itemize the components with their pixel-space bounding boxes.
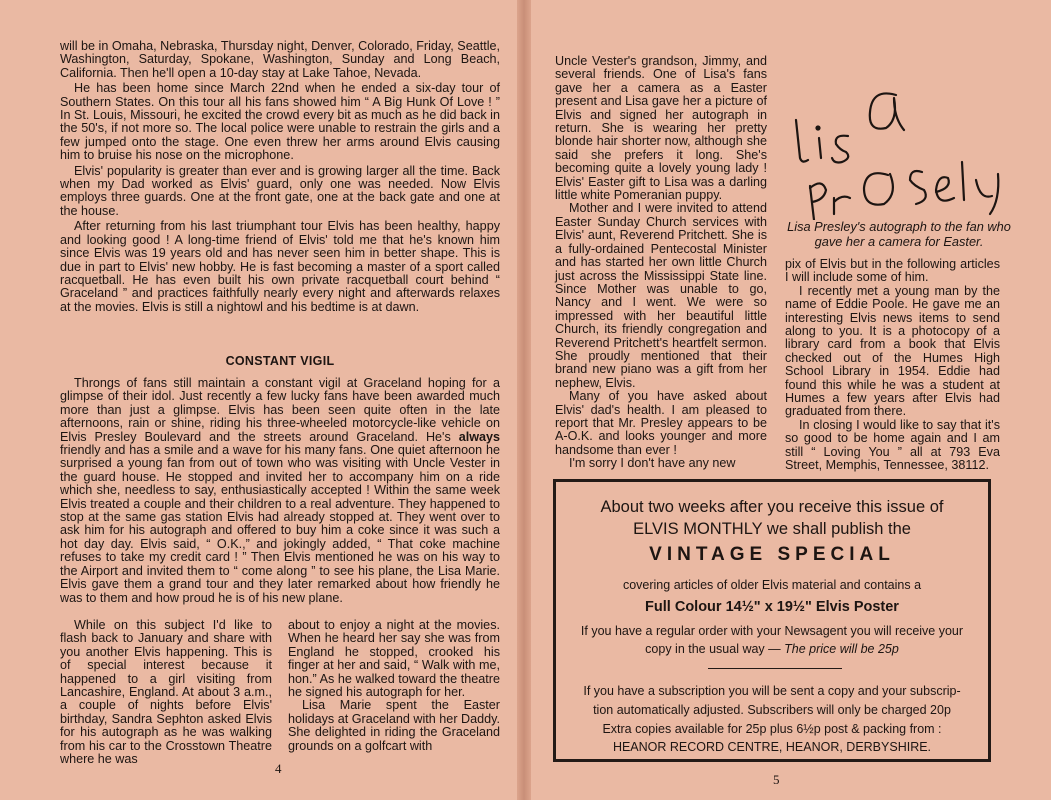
ad-line-8: Extra copies available for 25p plus 6½p post & packing from : xyxy=(602,722,942,736)
signature-caption: Lisa Presley's autograph to the fan who gave her a camera for Easter. xyxy=(787,219,1011,249)
popularity-paragraph: Elvis' popularity is greater than ever and is growing larger all the time. Back when my Dad worked as Elvis' guard, only one was needed. Now Elvis employs three guards. One at the front gate, one at the back gate and one at the house. xyxy=(60,163,500,218)
page-number-left: 4 xyxy=(275,761,282,776)
vigil-emphasis: always xyxy=(458,429,501,444)
vintage-special-advert xyxy=(553,479,991,762)
closing-column-1: I'm sorry I don't have any new xyxy=(569,456,736,471)
ad-line-6: If you have a subscription you will be sent a copy and your subscrip- xyxy=(583,684,961,698)
sephton-paragraph: While on this subject I'd like to flash back to January and share with you another Elvis happening. This is of special interest because it happened to a girl visiting from Lancashire, England. At about 3 a.m., a couple of nights before Elvis' birthday, Sandra Sephton asked Elvis for his autograph as he was walking from his car to the Crosstown Theatre where he was xyxy=(60,618,272,767)
lisa-paragraph: Uncle Vester's grandson, Jimmy, and several friends. One of Lisa's fans gave her a camera as a Easter present and Lisa gave her a picture of Elvis and signed her autograph in return. She is wearing her pretty blonde hair shorter now, although she said she prefers it long. She's becoming quite a lovely young lady ! Elvis' Easter gift to Lisa was a darling little white Pomeranian puppy. xyxy=(555,54,767,203)
ad-line-5 xyxy=(556,642,988,656)
vigil-text-end: friendly and has a smile and a wave for his many fans. One quiet afternoon he surprised a young fan from out of town who was visiting with Uncle Vester in the guard house. He stopped and invited her to accompany him on a ride which she, needless to say, enthusiastically accepted ! Within the same week Elvis treated a couple and their children to a real adventure. They happened to stop at the same gas station Elvis had already stopped at. They went over to ask him for his autograph and offered to buy him a coke since it was such a hot day day. Elvis said, “ O.K.,” and jokingly added, “ That coke machine refuses to take my credit card ! ” Then Elvis mentioned he was on his way to the Airport and invited them to “ come along ” to see his plane, the Lisa Marie. Elvis gave them a grand tour and they later remarked about how friendly he was to them and how proud he is of his new plane. xyxy=(60,443,500,605)
vigil-paragraph xyxy=(60,377,500,605)
health-update-paragraph: Many of you have asked about Elvis' dad's health. I am pleased to report that Mr. Presley appears to be A-O.K. and looks younger and more handsome than ever ! xyxy=(555,389,767,457)
page-number-right: 5 xyxy=(773,772,780,787)
movies-paragraph: about to enjoy a night at the movies. When he heard her say she was from England he stopped, crooked his finger at her and said, “ Walk with me, hon.” As he walked toward the theatre he signed his autograph for her. xyxy=(288,618,500,700)
left-column-2 xyxy=(288,619,500,753)
intro-paragraph: will be in Omaha, Nebraska, Thursday night, Denver, Colorado, Friday, Seattle, Washington, Saturday, Spokane, Washington, Sunday and Long Beach, California. Then he'll open a 10-day stay at Lake Tahoe, Nevada. xyxy=(60,39,500,80)
ad-line-1: About two weeks after you receive this issue of xyxy=(600,498,944,516)
vigil-text xyxy=(60,377,500,605)
ad-line-4: If you have a regular order with your Newsagent you will receive your xyxy=(580,624,964,638)
ad-title: VINTAGE SPECIAL xyxy=(649,544,895,565)
easter-paragraph: Lisa Marie spent the Easter holidays at Graceland with her Daddy. She delighted in riding the Graceland grounds on a golfcart with xyxy=(288,698,500,753)
ad-price: The price will be 25p xyxy=(784,642,899,656)
right-column-2 xyxy=(785,258,1000,473)
ad-line-5-text: copy in the usual way — xyxy=(645,642,781,656)
article-top-text xyxy=(60,40,500,314)
eddie-poole-paragraph: I recently met a young man by the name of Eddie Poole. He gave me an interesting Elvis news items to send along to you. It is a photocopy of a library card from a book that Elvis checked out of the Humes High School Library in 1954. Eddie had found this while he was a student at Humes a few years after Elvis had graduated from there. xyxy=(785,283,1000,419)
vigil-text-start: Throngs of fans still maintain a constant vigil at Graceland hoping for a glimpse of their idol. Just recently a few lucky fans have been awarded much more than just a glimpse. Elvis has been seen quite often in the late afternoons, rain or shine, riding his three-wheeled motorcycle-like vehicle on Elvis Presley Boulevard and the streets around Graceland. He's xyxy=(60,376,500,444)
church-paragraph: Mother and I were invited to attend Easter Sunday Church services with Elvis' aunt, Reverend Pritchett. She is a fully-ordained Pentecostal Minister and has started her own little Church just across the Mississippi State line. Since Mother was unable to go, Nancy and I went. We were so impressed with her beautiful little Church, its friendly congregation and Reverend Pritchett's heartfelt sermon. She proudly mentioned that their brand new piano was a gift from her nephew, Elvis. xyxy=(555,201,767,390)
right-column-1 xyxy=(555,55,767,471)
pix-paragraph: pix of Elvis but in the following articles I will include some of him. xyxy=(785,257,1000,285)
ad-poster: Full Colour 14½" x 19½" Elvis Poster xyxy=(645,599,899,615)
lisa-presley-signature xyxy=(776,50,1016,220)
section-heading: CONSTANT VIGIL xyxy=(225,354,335,368)
left-page xyxy=(0,0,517,800)
tour-paragraph: He has been home since March 22nd when he ended a six-day tour of Southern States. On this tour all his fans showed him “ A Big Hunk Of Love ! ” In St. Louis, Missouri, he excited the crowd every bit as much as he did back in the 50's, if not more so. The local police were unable to restrain the girls and a few jumped onto the stage. One even threw her arms around Elvis causing him to bruise his nose on the microphone. xyxy=(60,81,500,163)
closing-paragraph: In closing I would like to say that it's so good to be home again and I am still “ Loving You ” all at 793 Eva Street, Memphis, Tennessee, 38112. xyxy=(785,417,1000,473)
ad-line-3: covering articles of older Elvis material and contains a xyxy=(622,578,922,592)
health-paragraph: After returning from his last triumphant tour Elvis has been healthy, happy and looking good ! A long-time friend of Elvis' told me that he's known him since Elvis was 19 years old and has never seen him in better shape. This is due in part to Elvis' new hobby. He is fast becoming a master of a sport called racquetball. He has even built his own private racquetball court behind “ Graceland ” and practices faithfully nearly every night and afterwards relaxes at the movies. Elvis is still a nightowl and his bedtime is at dawn. xyxy=(60,219,500,314)
ad-line-9: HEANOR RECORD CENTRE, HEANOR, DERBYSHIRE. xyxy=(612,740,932,754)
spine-gutter xyxy=(517,0,531,800)
ad-line-2: ELVIS MONTHLY we shall publish the xyxy=(633,520,911,538)
ad-line-7: tion automatically adjusted. Subscribers will only be charged 20p xyxy=(593,703,951,717)
ad-divider xyxy=(708,668,842,669)
left-column-1 xyxy=(60,619,272,766)
